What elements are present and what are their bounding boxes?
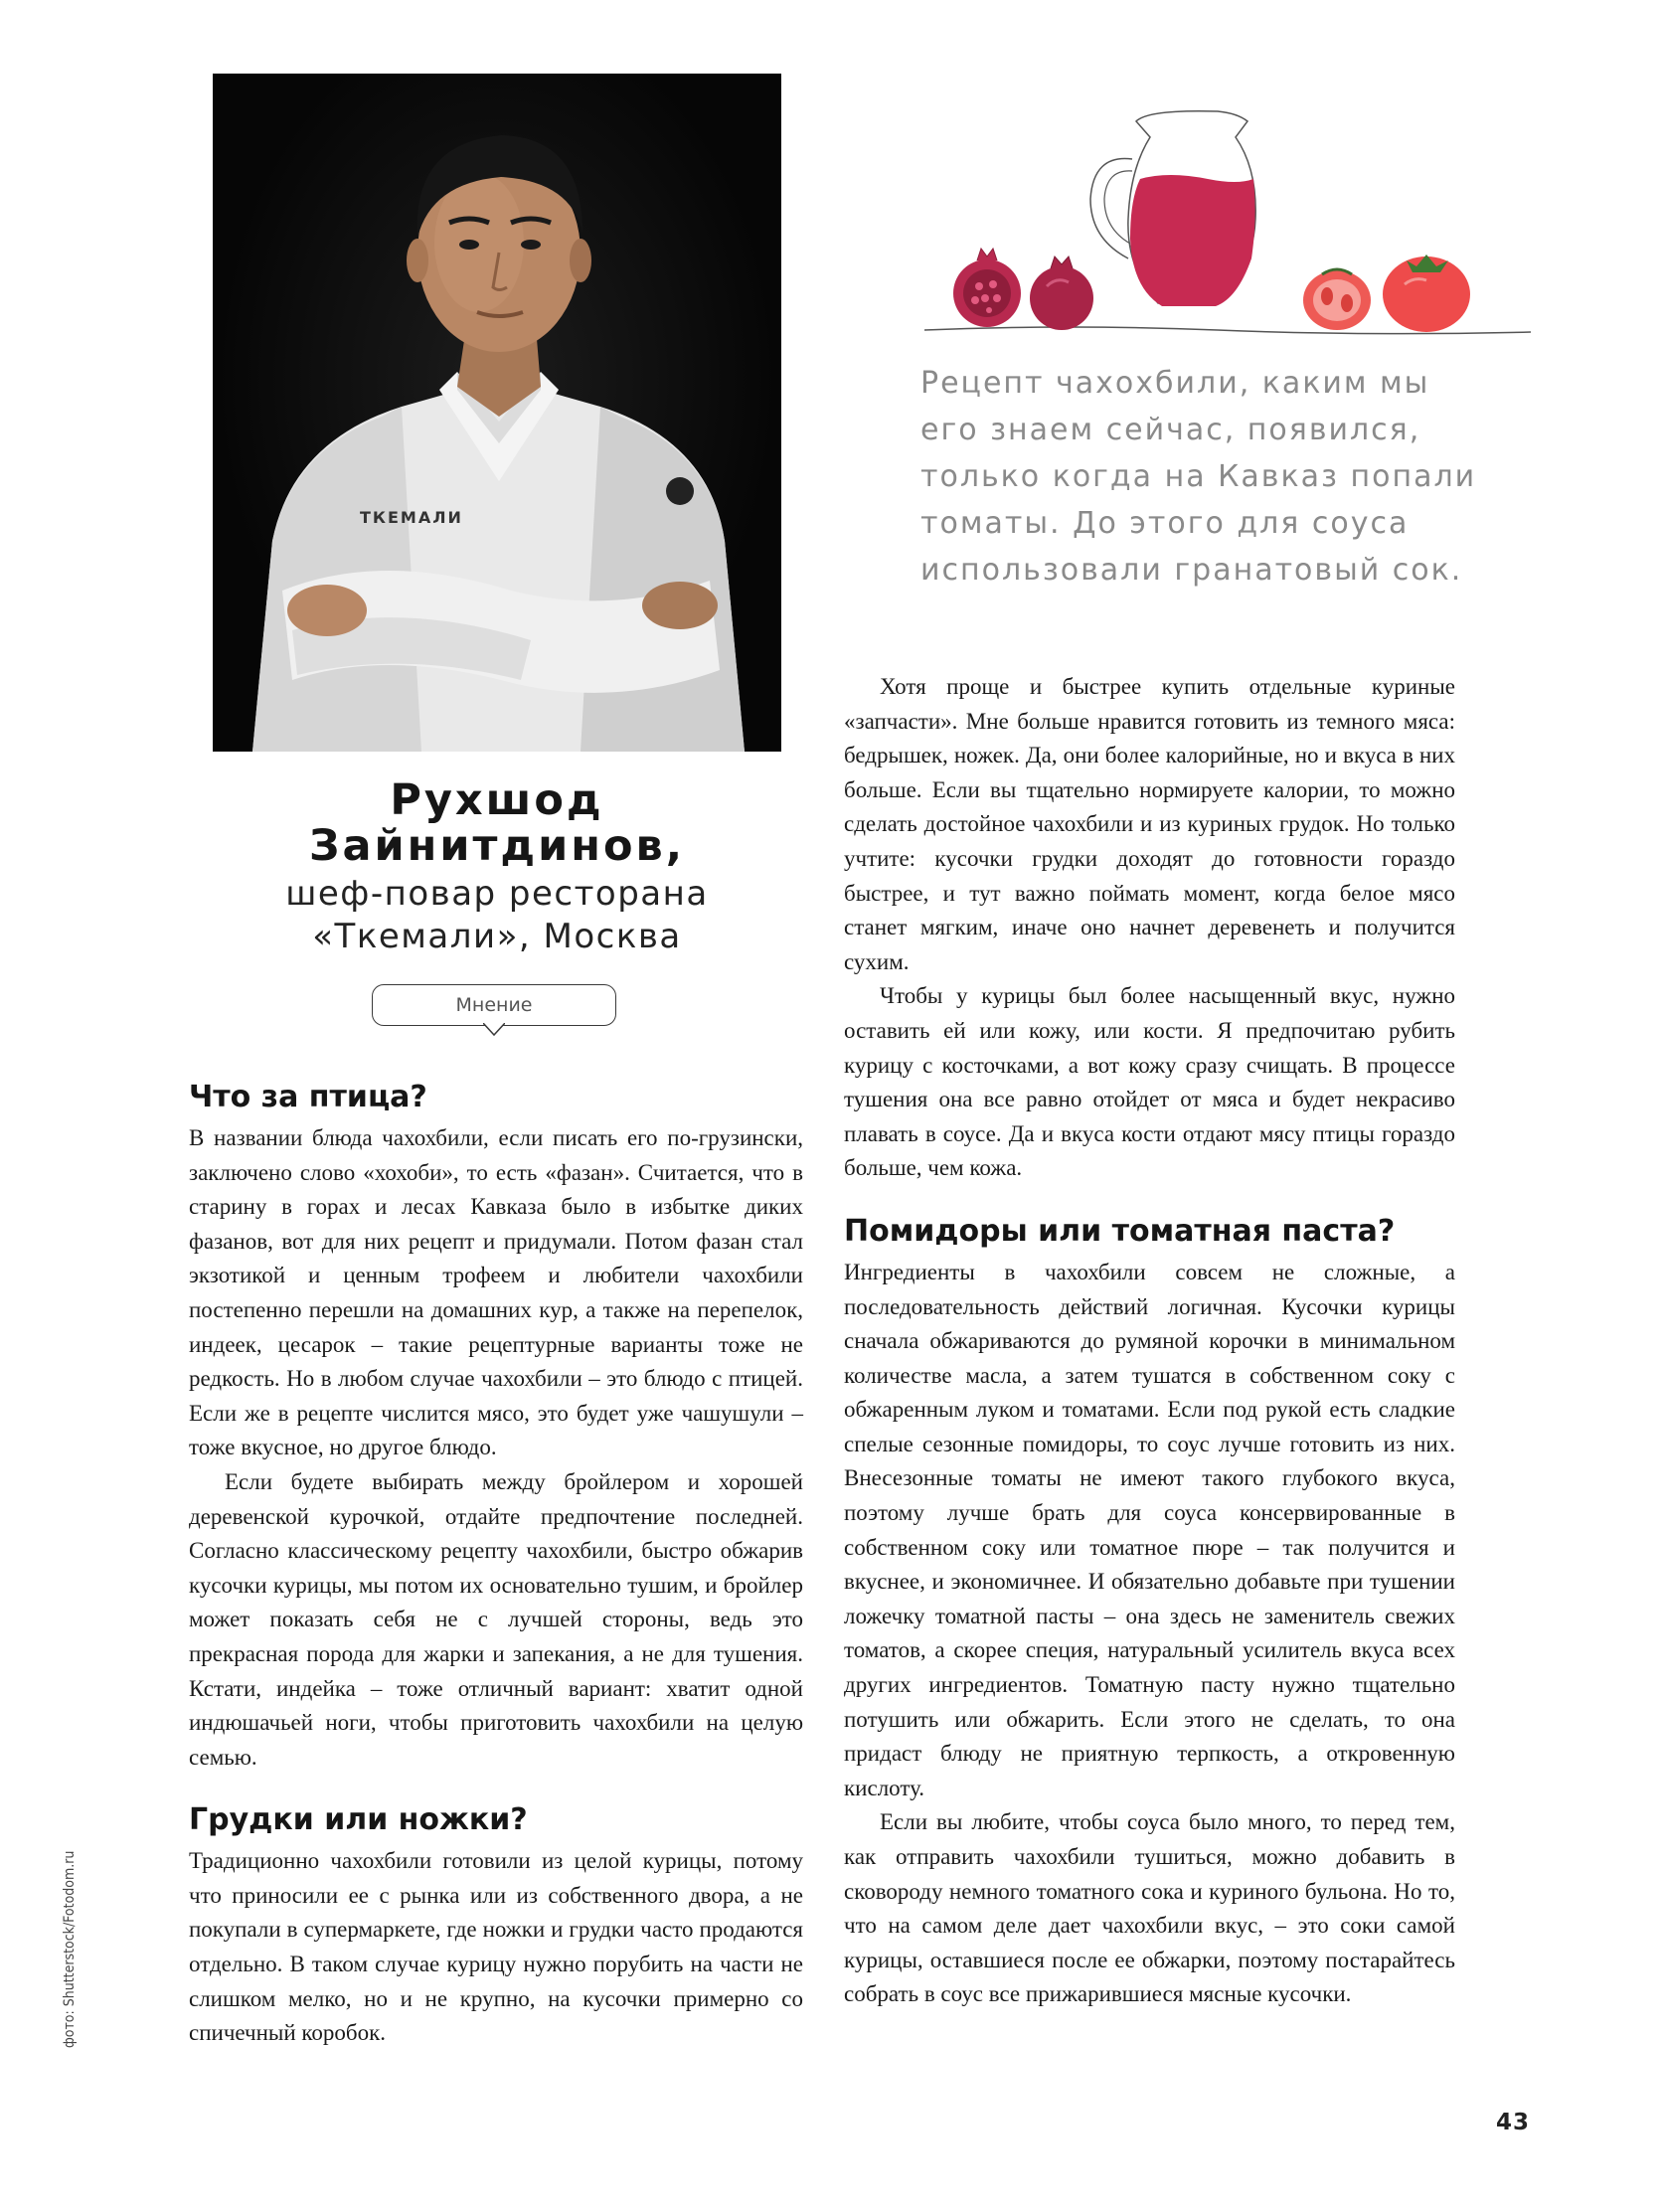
- chef-last-name: Зайнитдинов,: [308, 821, 686, 871]
- cut-tomato-icon: [1303, 269, 1371, 330]
- chef-role: [213, 873, 781, 958]
- chef-portrait: [213, 74, 781, 752]
- pull-quote: Рецепт чахохбили, каким мы его знаем сейчас, появился, только когда на Кавказ попали томаты. До этого для соуса использовали гранатовый сок.: [920, 366, 1477, 588]
- paragraph: Хотя проще и быстрее купить отдельные куриные «запчасти». Мне больше нравится готовить из темного мяса: бедрышек, ножек. Да, они более калорийные, но и вкуса в них больше. Если вы тщательно нормируете калории, то можно сделать достойное чахохбили и из куриных грудок. Но только учтите: кусочки грудки доходят до готовности гораздо быстрее, и тут важно поймать момент, когда белое мясо станет мягким, иначе оно начнет деревенеть и получится сухим.: [844, 674, 1455, 974]
- page-number: 43: [1496, 2110, 1531, 2135]
- pomegranate-icon: [1030, 256, 1093, 330]
- section-heading-tomatoes-or-paste: Помидоры или томатная паста?: [844, 1213, 1396, 1249]
- ingredients-illustration: [919, 99, 1536, 348]
- right-column: [844, 670, 1455, 2012]
- section-heading-breasts-or-legs: Грудки или ножки?: [189, 1802, 528, 1838]
- chef-first-name: Рухшод: [390, 775, 604, 825]
- chef-figure: [213, 74, 781, 752]
- jacket-logo: ТКЕМАЛИ: [360, 508, 463, 527]
- chef-role-line1: шеф-повар ресторана: [285, 874, 709, 914]
- paragraph: Традиционно чахохбили готовили из целой курицы, потому что приносили ее с рынка или из собственного двора, а не покупали в супермаркете, где ножки и грудки часто продаются отдельно. В таком случае курицу нужно порубить на части не слишком мелко, но и не крупно, на кусочки примерно со спичечный коробок.: [189, 1848, 803, 2046]
- paragraph: Если будете выбирать между бройлером и хорошей деревенской курочкой, отдайте предпочтение последней. Согласно классическому рецепту чахохбили, быстро обжарив кусочки курицы, мы потом их основательно тушим, и бройлер может показать себя не с лучшей стороны, ведь это прекрасная порода для жарки и запекания, а не для тушения. Кстати, индейка – тоже отличный вариант: хватит одной индюшачьей ноги, чтобы приготовить чахохбили на целую семью.: [189, 1468, 803, 1770]
- chef-name: [213, 777, 781, 869]
- section-heading-what-bird: Что за птица?: [189, 1080, 427, 1114]
- paragraph: Если вы любите, чтобы соуса было много, то перед тем, как отправить чахохбили тушиться, можно добавить в сковороду немного томатного сока и куриного бульона. Но то, что на самом деле дает чахохбили вкус, – это соки самой курицы, оставшиеся после ее обжарки, поэтому постарайтесь собрать в соус все прижарившиеся мясные кусочки.: [844, 1809, 1455, 2007]
- opinion-badge: Мнение: [372, 984, 616, 1026]
- juice-jug-icon: [1090, 111, 1255, 306]
- paragraph: В названии блюда чахохбили, если писать его по-грузински, заключено слово «хохоби», то есть «фазан». Считается, что в старину в горах и лесах Кавказа было в избытке диких фазанов, вот для них рецепт и придумали. Потом фазан стал экзотикой и ценным трофеем и любители чахохбили постепенно перешли на домашних кур, а также на перепелок, индеек, цесарок – такие рецептурные варианты тоже не редкость. Но в любом случае чахохбили – это блюдо с птицей. Если же в рецепте числится мясо, это будет уже чашушули – тоже вкусное, но другое блюдо.: [189, 1125, 803, 1460]
- tomato-icon: [1383, 255, 1470, 332]
- paragraph: Чтобы у курицы был более насыщенный вкус, нужно оставить ей или кожу, или кости. Я предпочитаю рубить курицу с косточками, а вот кожу сразу счищать. В процессе тушения она все равно отойдет от мяса и будет некрасиво плавать в соусе. Да и вкуса кости отдают мясу птицы гораздо больше, чем кожа.: [844, 983, 1455, 1181]
- chef-role-line2: «Ткемали», Москва: [312, 917, 682, 956]
- cut-pomegranate-icon: [953, 249, 1021, 327]
- paragraph: Ингредиенты в чахохбили совсем не сложные, а последовательность действий логичная. Кусочки курицы сначала обжариваются до румяной корочки в минимальном количестве масла, а затем тушатся в собственном соку с обжаренным луком и томатами. Если под рукой есть сладкие спелые сезонные помидоры, то соус лучше готовить из них. Внесезонные томаты не имеют такого глубокого вкуса, поэтому лучше брать для соуса консервированные в собственном соку или томатное пюре – так получится и вкуснее, и экономичнее. И обязательно добавьте при тушении ложечку томатной пасты – она здесь не заменитель свежих томатов, а скорее специя, натуральный усилитель вкуса всех других ингредиентов. Томатную пасту нужно тщательно потушить или обжарить. Если этого не сделать, то она придаст блюду не приятную терпкость, а откровенную кислоту.: [844, 1259, 1455, 1800]
- left-column: [189, 1078, 803, 2051]
- speech-tail-icon: [483, 1023, 505, 1037]
- photo-credit: фото: Shutterstock/Fotodom.ru: [62, 1850, 78, 2048]
